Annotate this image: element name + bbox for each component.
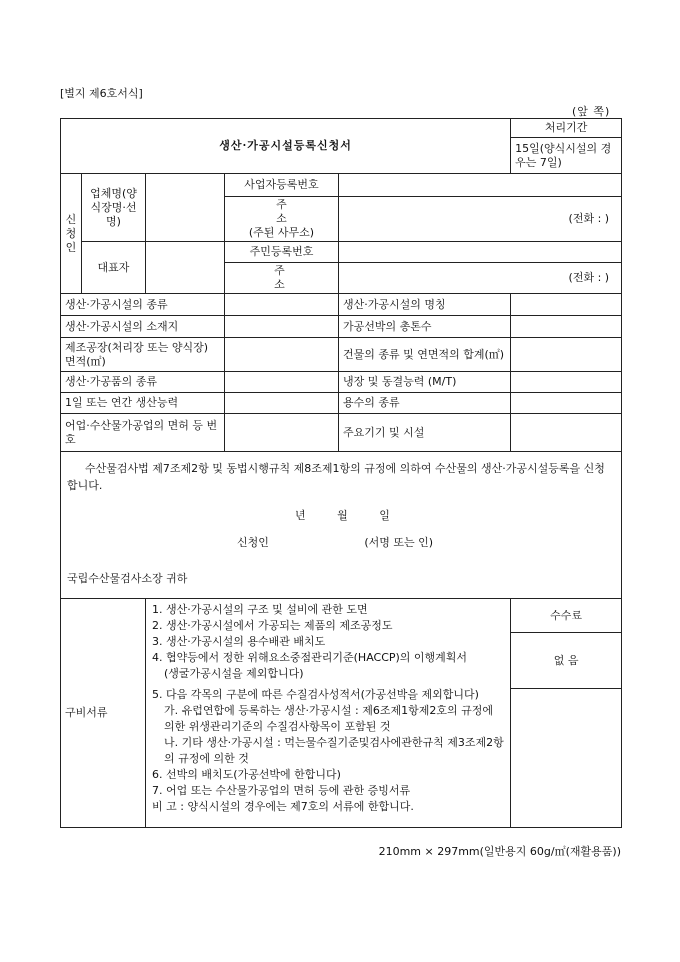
address-label-cell bbox=[225, 197, 339, 242]
factory-area-field[interactable] bbox=[225, 338, 339, 372]
signature-label: (서명 또는 인) bbox=[364, 536, 434, 549]
document-item: 나. 기타 생산·가공시설 : 먹는물수질기준및검사에관한규칙 제3조제2항의 규정에 의한 것 bbox=[164, 736, 504, 765]
documents-label: 구비서류 bbox=[61, 599, 146, 828]
license-number-field[interactable] bbox=[225, 414, 339, 452]
facility-location-label: 생산·가공시설의 소재지 bbox=[61, 316, 225, 338]
document-item: 5. 다음 각목의 구분에 따른 수질검사성적서(가공선박을 제외합니다) bbox=[152, 688, 479, 701]
freezing-capacity-label: 냉장 및 동결능력 (M/T) bbox=[339, 372, 511, 393]
fee-value: 없 음 bbox=[511, 633, 622, 689]
day-label: 일 bbox=[379, 509, 390, 522]
document-item: (생굴가공시설을 제외합니다) bbox=[164, 667, 304, 680]
building-area-label: 건물의 종류 및 연면적의 합계(㎡) bbox=[339, 338, 511, 372]
facility-name-label: 생산·가공시설의 명칭 bbox=[339, 294, 511, 316]
declaration-text: 수산물검사법 제7조제2항 및 동법시행규칙 제8조제1항의 규정에 의하여 수산물의 생산·가공시설등록을 신청합니다. bbox=[67, 462, 605, 492]
rep-address-label: 주소 bbox=[225, 263, 339, 294]
product-type-field[interactable] bbox=[225, 372, 339, 393]
document-item: 4. 협약등에서 정한 위해요소중점관리기준(HACCP)의 이행계획서 bbox=[152, 651, 468, 664]
rep-phone-label: (전화 : ) bbox=[568, 271, 610, 284]
signature-line bbox=[67, 536, 615, 550]
license-number-label: 어업·수산물가공업의 면허 등 번호 bbox=[61, 414, 225, 452]
document-item: 3. 생산·가공시설의 용수배관 배치도 bbox=[152, 635, 326, 648]
document-note: 비 고 : 양식시설의 경우에는 제7호의 서류에 한합니다. bbox=[152, 800, 414, 813]
factory-area-label: 제조공장(처리장 또는 양식장) 면적(㎡) bbox=[61, 338, 225, 372]
fee-blank-cell bbox=[511, 689, 622, 828]
vessel-tonnage-field[interactable] bbox=[511, 316, 622, 338]
water-type-label: 용수의 종류 bbox=[339, 393, 511, 414]
production-capacity-label: 1일 또는 연간 생산능력 bbox=[61, 393, 225, 414]
form-title: 생산·가공시설등록신청서 bbox=[61, 119, 511, 174]
water-type-field[interactable] bbox=[511, 393, 622, 414]
front-side-label: (앞 쪽) bbox=[572, 105, 611, 118]
main-equipment-field[interactable] bbox=[511, 414, 622, 452]
year-label: 년 bbox=[295, 509, 306, 522]
date-line bbox=[67, 509, 615, 523]
form-number-label: [별지 제6호서식] bbox=[60, 87, 143, 100]
month-label: 월 bbox=[337, 509, 348, 522]
representative-field[interactable] bbox=[146, 242, 225, 294]
address-field[interactable] bbox=[339, 197, 622, 242]
biz-reg-no-label: 사업자등록번호 bbox=[225, 174, 339, 197]
freezing-capacity-field[interactable] bbox=[511, 372, 622, 393]
document-item: 1. 생산·가공시설의 구조 및 설비에 관한 도면 bbox=[152, 603, 368, 616]
main-equipment-label: 주요기기 및 시설 bbox=[339, 414, 511, 452]
business-name-label: 업체명(양식장명·선명) bbox=[82, 174, 146, 242]
processing-period-label: 처리기간 bbox=[511, 119, 622, 138]
building-area-field[interactable] bbox=[511, 338, 622, 372]
vessel-tonnage-label: 가공선박의 총톤수 bbox=[339, 316, 511, 338]
address-sub-label: (주된 사무소) bbox=[248, 226, 315, 239]
phone-label: (전화 : ) bbox=[568, 212, 610, 225]
addressee: 국립수산물검사소장 귀하 bbox=[67, 572, 188, 585]
facility-location-field[interactable] bbox=[225, 316, 339, 338]
document-item: 6. 선박의 배치도(가공선박에 한합니다) bbox=[152, 768, 341, 781]
resident-no-field[interactable] bbox=[339, 242, 622, 263]
document-item: 2. 생산·가공시설에서 가공되는 제품의 제조공정도 bbox=[152, 619, 393, 632]
applicant-sign-label: 신청인 bbox=[237, 536, 269, 549]
production-capacity-field[interactable] bbox=[225, 393, 339, 414]
document-item: 7. 어업 또는 수산물가공업의 면허 등에 관한 증빙서류 bbox=[152, 784, 411, 797]
business-name-field[interactable] bbox=[146, 174, 225, 242]
biz-reg-no-field[interactable] bbox=[339, 174, 622, 197]
facility-type-label: 생산·가공시설의 종류 bbox=[61, 294, 225, 316]
documents-list bbox=[146, 599, 511, 828]
product-type-label: 생산·가공품의 종류 bbox=[61, 372, 225, 393]
applicant-label: 신청인 bbox=[61, 174, 82, 294]
processing-period-value: 15일(양식시설의 경우는 7일) bbox=[511, 138, 622, 174]
rep-address-field[interactable] bbox=[339, 263, 622, 294]
declaration-section bbox=[61, 452, 622, 599]
paper-spec: 210mm × 297mm(일반용지 60g/㎡(재활용품)) bbox=[378, 845, 621, 858]
representative-label: 대표자 bbox=[82, 242, 146, 294]
application-form-table bbox=[60, 118, 622, 828]
address-label: 주소 bbox=[276, 198, 327, 225]
facility-type-field[interactable] bbox=[225, 294, 339, 316]
resident-no-label: 주민등록번호 bbox=[225, 242, 339, 263]
facility-name-field[interactable] bbox=[511, 294, 622, 316]
fee-label: 수수료 bbox=[511, 599, 622, 633]
document-item: 가. 유럽연합에 등록하는 생산·가공시설 : 제6조제1항제2호의 규정에 의한 위생관리기준의 수질검사항목이 포함된 것 bbox=[164, 704, 493, 733]
